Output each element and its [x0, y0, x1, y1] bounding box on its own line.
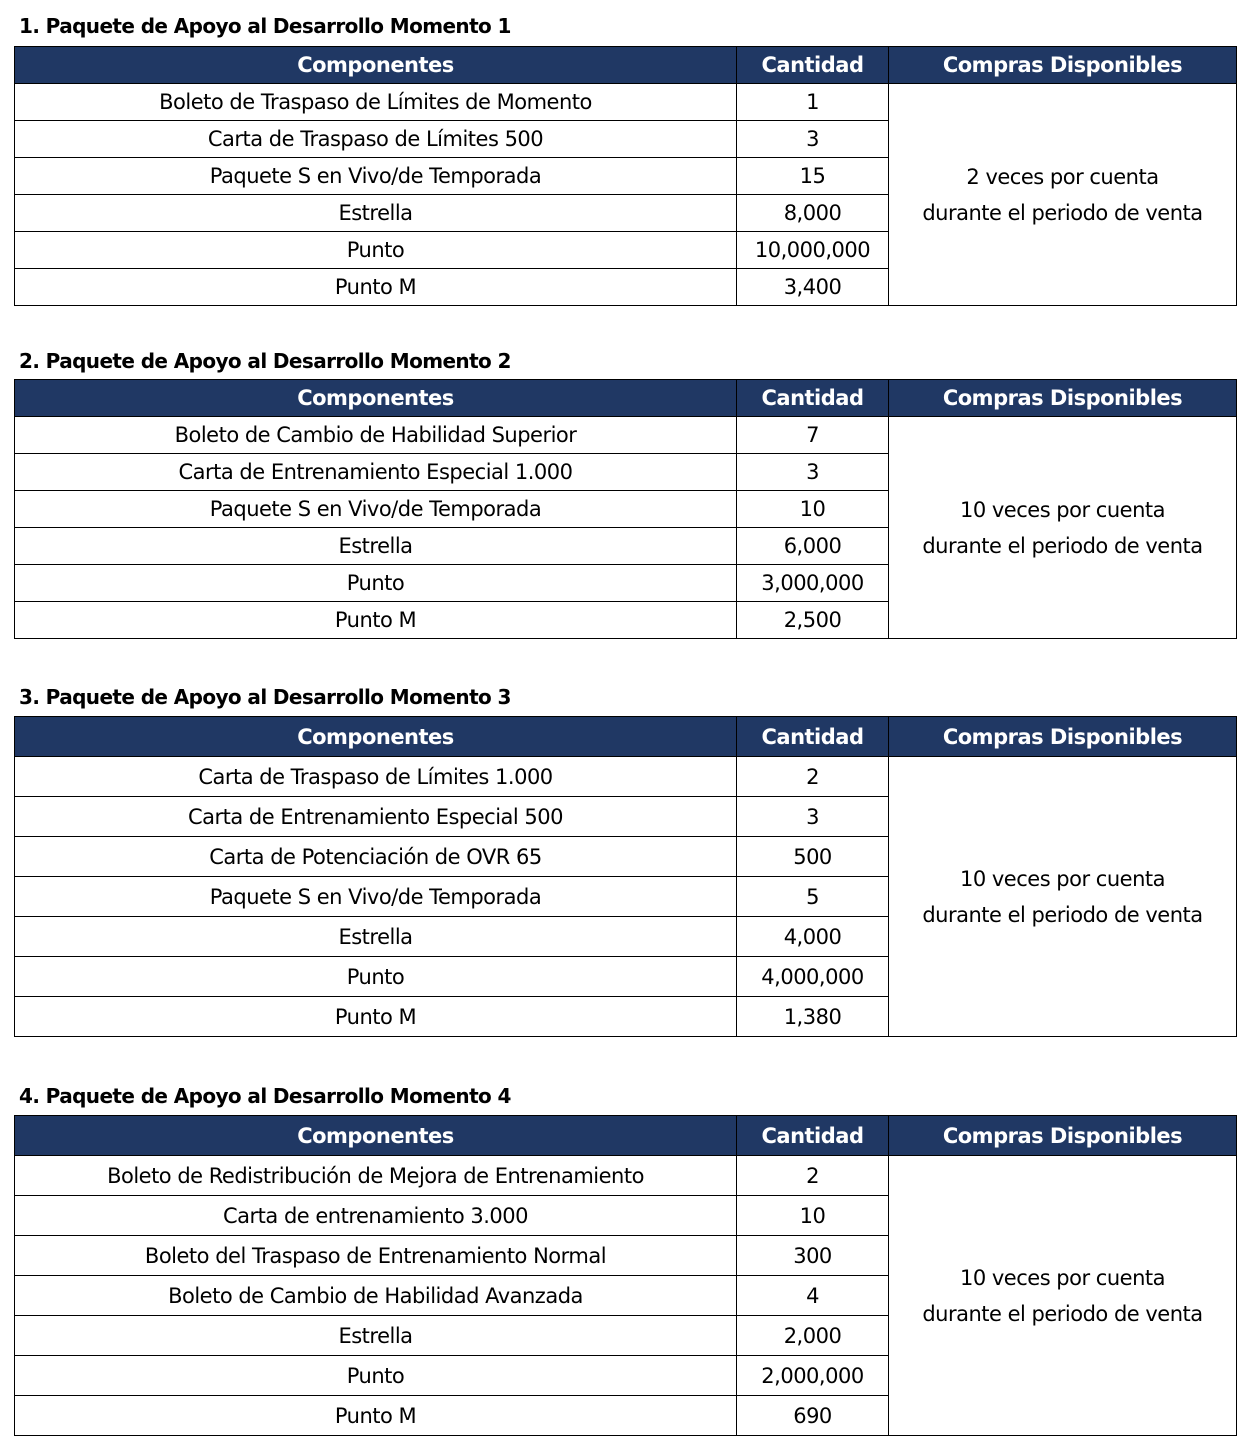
quantity-cell: 1,380: [737, 997, 889, 1037]
quantity-cell: 15: [737, 158, 889, 195]
purchase-limit-line: 10 veces por cuenta: [959, 866, 1165, 891]
purchase-limit-cell: [889, 1156, 1237, 1436]
component-cell: Punto: [15, 1356, 737, 1396]
header-purchases: Compras Disponibles: [889, 47, 1237, 84]
component-cell: Boleto de Traspaso de Límites de Momento: [15, 84, 737, 121]
quantity-cell: 300: [737, 1236, 889, 1276]
quantity-cell: 4,000,000: [737, 957, 889, 997]
quantity-cell: 2: [737, 757, 889, 797]
header-components: Componentes: [15, 47, 737, 84]
table-row: [15, 417, 1237, 454]
component-cell: Carta de Traspaso de Límites 500: [15, 121, 737, 158]
package-table: [14, 379, 1237, 639]
component-cell: Punto: [15, 565, 737, 602]
component-cell: Paquete S en Vivo/de Temporada: [15, 877, 737, 917]
purchase-limit-line: durante el periodo de venta: [922, 1301, 1203, 1326]
table-header-row: [15, 717, 1237, 757]
purchase-limit-line: durante el periodo de venta: [922, 200, 1203, 225]
table-row: [15, 757, 1237, 797]
quantity-cell: 8,000: [737, 195, 889, 232]
component-cell: Boleto de Cambio de Habilidad Superior: [15, 417, 737, 454]
table-row: [15, 84, 1237, 121]
component-cell: Punto M: [15, 269, 737, 306]
quantity-cell: 6,000: [737, 528, 889, 565]
quantity-cell: 5: [737, 877, 889, 917]
component-cell: Carta de Traspaso de Límites 1.000: [15, 757, 737, 797]
purchase-limit-line: durante el periodo de venta: [922, 533, 1203, 558]
header-purchases: Compras Disponibles: [889, 380, 1237, 417]
component-cell: Carta de Entrenamiento Especial 500: [15, 797, 737, 837]
component-cell: Carta de Potenciación de OVR 65: [15, 837, 737, 877]
quantity-cell: 3,400: [737, 269, 889, 306]
component-cell: Boleto del Traspaso de Entrenamiento Normal: [15, 1236, 737, 1276]
component-cell: Punto: [15, 957, 737, 997]
component-cell: Boleto de Redistribución de Mejora de Entrenamiento: [15, 1156, 737, 1196]
header-quantity: Cantidad: [737, 47, 889, 84]
quantity-cell: 3: [737, 454, 889, 491]
section-title: 1. Paquete de Apoyo al Desarrollo Momento 1: [19, 14, 511, 38]
component-cell: Estrella: [15, 1316, 737, 1356]
section-title: 3. Paquete de Apoyo al Desarrollo Momento 3: [19, 685, 511, 709]
header-components: Componentes: [15, 717, 737, 757]
component-cell: Paquete S en Vivo/de Temporada: [15, 158, 737, 195]
component-cell: Estrella: [15, 195, 737, 232]
purchase-limit-cell: [889, 417, 1237, 639]
package-table: [14, 46, 1237, 306]
quantity-cell: 2: [737, 1156, 889, 1196]
component-cell: Punto: [15, 232, 737, 269]
package-table: [14, 716, 1237, 1037]
quantity-cell: 3,000,000: [737, 565, 889, 602]
purchase-limit-line: 10 veces por cuenta: [959, 497, 1165, 522]
header-purchases: Compras Disponibles: [889, 1116, 1237, 1156]
quantity-cell: 2,500: [737, 602, 889, 639]
component-cell: Boleto de Cambio de Habilidad Avanzada: [15, 1276, 737, 1316]
quantity-cell: 4: [737, 1276, 889, 1316]
header-quantity: Cantidad: [737, 1116, 889, 1156]
component-cell: Punto M: [15, 1396, 737, 1436]
quantity-cell: 3: [737, 797, 889, 837]
component-cell: Paquete S en Vivo/de Temporada: [15, 491, 737, 528]
header-quantity: Cantidad: [737, 380, 889, 417]
quantity-cell: 500: [737, 837, 889, 877]
header-components: Componentes: [15, 1116, 737, 1156]
table-row: [15, 1156, 1237, 1196]
table-header-row: [15, 1116, 1237, 1156]
purchase-limit-cell: [889, 757, 1237, 1037]
quantity-cell: 10: [737, 491, 889, 528]
component-cell: Punto M: [15, 997, 737, 1037]
purchase-limit-cell: [889, 84, 1237, 306]
purchase-limit-line: durante el periodo de venta: [922, 902, 1203, 927]
component-cell: Estrella: [15, 917, 737, 957]
header-components: Componentes: [15, 380, 737, 417]
purchase-limit-line: 2 veces por cuenta: [966, 164, 1159, 189]
header-quantity: Cantidad: [737, 717, 889, 757]
component-cell: Carta de entrenamiento 3.000: [15, 1196, 737, 1236]
package-table: [14, 1115, 1237, 1436]
table-header-row: [15, 380, 1237, 417]
quantity-cell: 1: [737, 84, 889, 121]
header-purchases: Compras Disponibles: [889, 717, 1237, 757]
quantity-cell: 2,000,000: [737, 1356, 889, 1396]
quantity-cell: 690: [737, 1396, 889, 1436]
quantity-cell: 10: [737, 1196, 889, 1236]
quantity-cell: 10,000,000: [737, 232, 889, 269]
quantity-cell: 7: [737, 417, 889, 454]
section-title: 4. Paquete de Apoyo al Desarrollo Momento 4: [19, 1084, 511, 1108]
component-cell: Carta de Entrenamiento Especial 1.000: [15, 454, 737, 491]
quantity-cell: 3: [737, 121, 889, 158]
purchase-limit-line: 10 veces por cuenta: [959, 1265, 1165, 1290]
quantity-cell: 4,000: [737, 917, 889, 957]
section-title: 2. Paquete de Apoyo al Desarrollo Momento 2: [19, 349, 511, 373]
component-cell: Estrella: [15, 528, 737, 565]
quantity-cell: 2,000: [737, 1316, 889, 1356]
table-header-row: [15, 47, 1237, 84]
component-cell: Punto M: [15, 602, 737, 639]
